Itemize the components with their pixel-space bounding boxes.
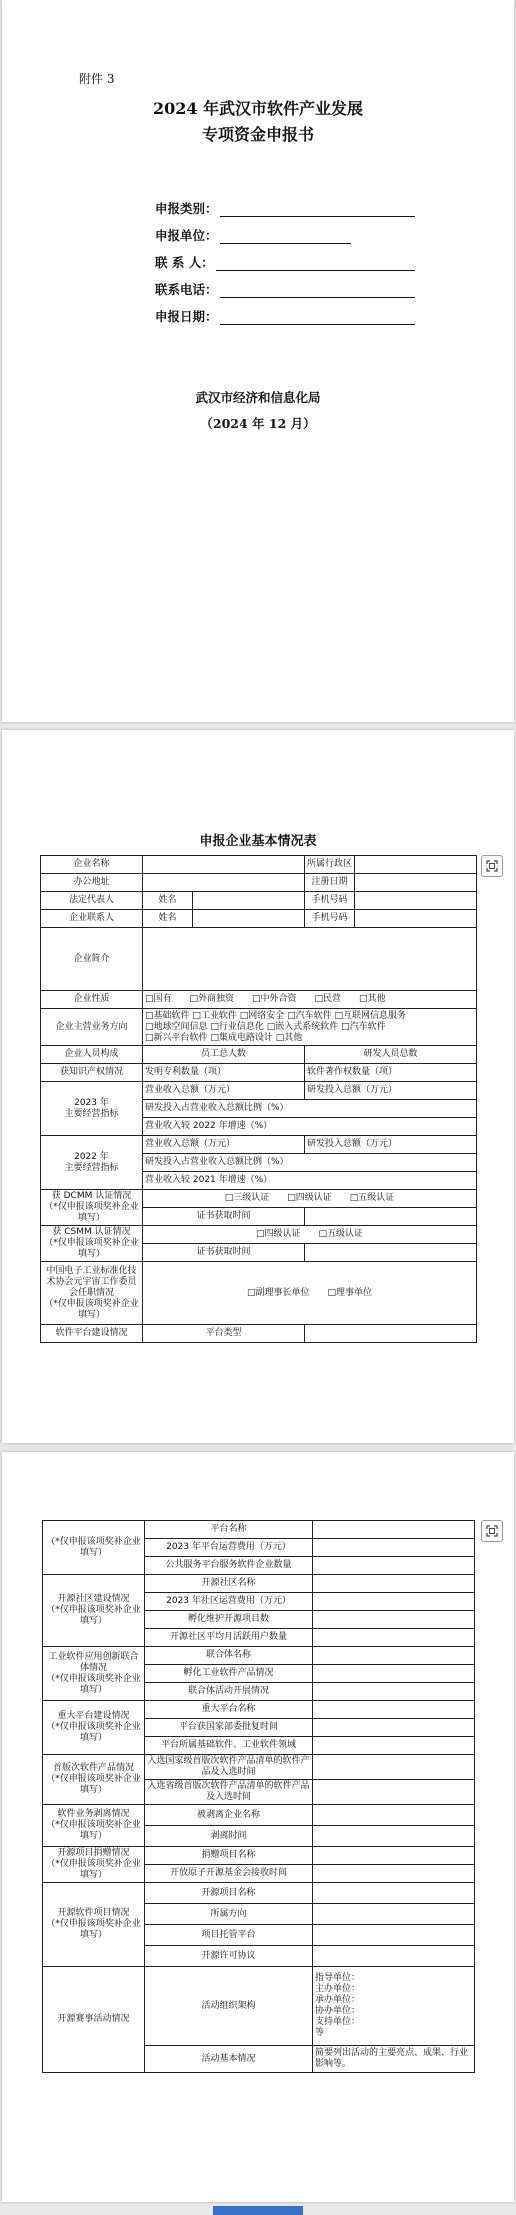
cover-page (2, 0, 514, 722)
legal-rep-name-cell[interactable] (193, 892, 305, 910)
table-row: 研发投入占营业收入总额比例（%） (41, 1154, 477, 1172)
table-row: 孵化维护开源项目数 (43, 1611, 475, 1629)
field-category-line (220, 202, 415, 217)
contact-name-cell[interactable] (193, 910, 305, 928)
table-row: 证书获取时间 (41, 1208, 477, 1226)
activity-basic-cell[interactable]: 简要列出活动的主要亮点、成果、行业影响等。 (313, 2046, 475, 2073)
field-phone-line (220, 283, 415, 298)
org-structure-cell[interactable]: 指导单位： 主办单位： 承办单位： 协办单位： 支持单位： 等 (313, 1967, 475, 2046)
scan-icon (486, 1525, 498, 1537)
table-row: 营业收入较 2022 年增速（%） (41, 1118, 477, 1136)
field-unit-line (220, 229, 351, 244)
bottom-progress-bar[interactable] (213, 2206, 303, 2215)
scan-icon (486, 860, 498, 872)
detail-page (2, 1452, 514, 2202)
table-row: 2023 年平台运营费用（万元） (43, 1539, 475, 1557)
table-row: 获 DCMM 认证情况 （*仅申报该项奖补企业填写） □三级认证 □四级认证 □五级认证 (41, 1190, 477, 1208)
table-row: 企业联系人 姓名 手机号码 (41, 910, 477, 928)
doc-title-line2: 专项资金申报书 (201, 125, 314, 144)
basic-info-page (2, 730, 514, 1443)
table-row: 平台所属基础软件、工业软件领域 (43, 1737, 475, 1755)
issuer: 武汉市经济和信息化局 (195, 390, 321, 405)
table-row: 所属方向 (43, 1904, 475, 1925)
table-row: 研发投入占营业收入总额比例（%） (41, 1100, 477, 1118)
table-row: 获 CSMM 认证情况 （*仅申报该项奖补企业填写） □四级认证 □五级认证 (41, 1226, 477, 1244)
legal-rep-phone-cell[interactable] (355, 892, 477, 910)
table-row: 2022 年 主要经营指标 营业收入总额（万元） 研发投入总额（万元） (41, 1136, 477, 1154)
application-fields (155, 190, 415, 325)
company-name-cell[interactable] (143, 856, 305, 874)
detail-table (42, 1520, 475, 2073)
field-date-line (220, 310, 415, 325)
table-row: 平台获国家部委批复时间 (43, 1719, 475, 1737)
attachment-label: 附件 3 (79, 72, 115, 86)
table-row: 企业主营业务方向 □基础软件 □工业软件 □网络安全 □汽车软件 □互联网信息服务 □地球空间信息 □行业信息化 □嵌入式系统软件 □汽车软件 □新兴平台软件 □集成电路设计 □其他 (41, 1009, 477, 1046)
table-row: 营业收入较 2021 年增速（%） (41, 1172, 477, 1190)
table-row: 2023 年 主要经营指标 营业收入总额（万元） 研发投入总额（万元） (41, 1082, 477, 1100)
table-row: 开源许可协议 (43, 1946, 475, 1967)
nature-options[interactable]: □国有 □外商独资 □中外合资 □民营 □其他 (143, 991, 477, 1009)
table-row: 办公地址 注册日期 (41, 874, 477, 892)
basic-info-title: 申报企业基本情况表 (199, 834, 317, 849)
table-row: 首版次软件产品情况 （*仅申报该项奖补企业填写） 入选国家级首版次软件产品清单的软件产品及入选时间 (43, 1755, 475, 1780)
table-row: 联合体活动开展情况 (43, 1683, 475, 1701)
table-row: 入选省级首版次软件产品清单的软件产品及入选时间 (43, 1780, 475, 1805)
reg-date-cell[interactable] (355, 874, 477, 892)
field-contact-line (216, 256, 415, 271)
screenshot-tool-button[interactable] (481, 855, 503, 877)
table-row: 工业软件应用创新联合体情况 （*仅申报该项奖补企业填写） 联合体名称 (43, 1647, 475, 1665)
table-row: 开源软件项目情况 （*仅申报该项奖补企业填写） 开源项目名称 (43, 1883, 475, 1904)
table-row: 软件业务剥离情况 （*仅申报该项奖补企业填写） 被剥离企业名称 (43, 1805, 475, 1826)
csmm-options[interactable]: □四级认证 □五级认证 (143, 1226, 477, 1244)
table-row: 2023 年社区运营费用（万元） (43, 1593, 475, 1611)
dcmm-cert-time-cell[interactable] (305, 1208, 477, 1226)
field-phone: 联系电话： (155, 271, 415, 298)
table-row: （*仅申报该项奖补企业填写） 平台名称 (43, 1521, 475, 1539)
business-options[interactable]: □基础软件 □工业软件 □网络安全 □汽车软件 □互联网信息服务 □地球空间信息 □行业信息化 □嵌入式系统软件 □汽车软件 □新兴平台软件 □集成电路设计 □其他 (143, 1009, 477, 1046)
issue-date: （2024 年 12 月） (200, 416, 316, 431)
field-contact: 联 系 人： (155, 244, 415, 271)
platform-type-cell[interactable] (305, 1325, 477, 1343)
table-row: 中国电子工业标准化技术协会元宇宙工作委员会任职情况 （*仅申报该项奖补企业填写） □副理事长单位 □理事单位 (41, 1262, 477, 1325)
address-cell[interactable] (143, 874, 305, 892)
table-row: 获知识产权情况 发明专利数量（项） 软件著作权数量（项） (41, 1064, 477, 1082)
table-row: 开源赛事活动情况 活动组织架构 指导单位： 主办单位： 承办单位： 协办单位： 支持单位： 等 (43, 1967, 475, 2046)
table-row: 活动基本情况 简要列出活动的主要亮点、成果、行业影响等。 (43, 2046, 475, 2073)
table-row: 软件平台建设情况 平台类型 (41, 1325, 477, 1343)
table-row: 企业人员构成 员工总人数 研发人员总数 (41, 1046, 477, 1064)
table-row: 法定代表人 姓名 手机号码 (41, 892, 477, 910)
table-row: 开源社区平均月活跃用户数量 (43, 1629, 475, 1647)
field-unit: 申报单位： (155, 217, 415, 244)
table-row: 开源项目捐赠情况 （*仅申报该项奖补企业填写） 捐赠项目名称 (43, 1847, 475, 1865)
table-row: 开放原子开源基金会接收时间 (43, 1865, 475, 1883)
table-row: 孵化工业软件产品情况 (43, 1665, 475, 1683)
table-row: 开源社区建设情况 （*仅申报该项奖补企业填写） 开源社区名称 (43, 1575, 475, 1593)
district-cell[interactable] (355, 856, 477, 874)
table-row: 企业简介 (41, 928, 477, 991)
csmm-cert-time-cell[interactable] (305, 1244, 477, 1262)
dcmm-options[interactable]: □三级认证 □四级认证 □五级认证 (143, 1190, 477, 1208)
doc-title-line1: 2024 年武汉市软件产业发展 (152, 99, 364, 118)
screenshot-tool-button-2[interactable] (481, 1520, 503, 1542)
basic-info-table (40, 855, 477, 1343)
table-row: 证书获取时间 (41, 1244, 477, 1262)
field-date: 申报日期： (155, 298, 415, 325)
contact-phone-cell[interactable] (355, 910, 477, 928)
table-row: 重大平台建设情况 （*仅申报该项奖补企业填写） 重大平台名称 (43, 1701, 475, 1719)
field-category: 申报类别： (155, 190, 415, 217)
table-row: 公共服务平台服务软件企业数量 (43, 1557, 475, 1575)
intro-cell[interactable] (143, 928, 477, 991)
table-row: 剥离时间 (43, 1826, 475, 1847)
table-row: 企业名称 所属行政区 (41, 856, 477, 874)
table-row: 项目托管平台 (43, 1925, 475, 1946)
table-row: 企业性质 □国有 □外商独资 □中外合资 □民营 □其他 (41, 991, 477, 1009)
cesa-options[interactable]: □副理事长单位 □理事单位 (143, 1262, 477, 1325)
